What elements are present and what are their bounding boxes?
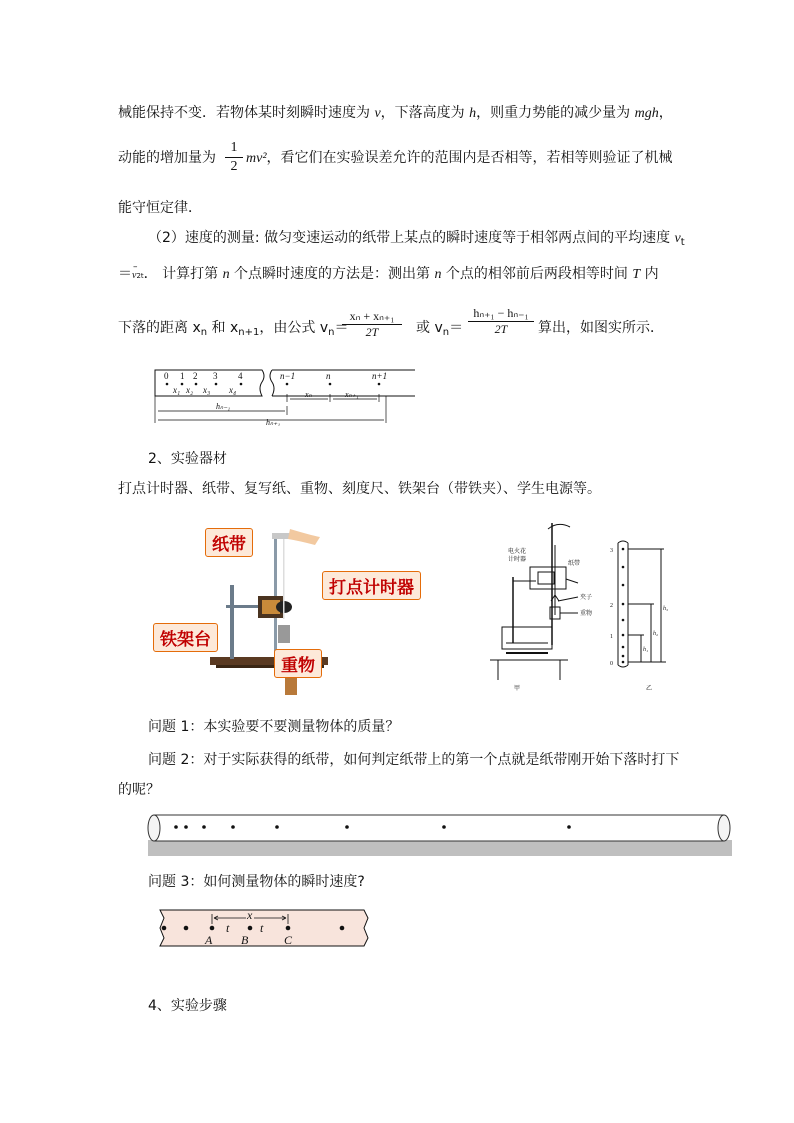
tape-abc-t2: t [260,921,264,935]
formula-x-fraction: $\frac{\text{xₙ + xₙ₊₁}}{2T}$ [342,309,402,340]
section4-title: 4、实验步骤 [148,998,227,1014]
label-weight: 重物 [274,649,322,678]
para2-line2: ＝ – v2t． 计算打第 n 个点瞬时速度的方法是：测出第 n 个点的相邻前后两段相等时间 T 内 [118,262,659,282]
tape1-n-minus-1: n−1 [280,371,296,381]
tape1-xn: xₙ [305,390,312,399]
ruler-num-3: 3 [610,548,613,554]
tape1-num-2: 2 [193,371,198,381]
diagram-tape-label: 纸带 [568,560,581,567]
question-1: 问题 1：本实验要不要测量物体的质量？ [148,719,400,735]
para1-line3: 能守恒定律． [118,200,202,216]
tape1-x3: x₃ [203,385,211,395]
label-timer: 打点计时器 [322,571,421,600]
tape1-num-4: 4 [238,371,243,381]
tape-abc [156,906,372,950]
diagram-caption-b: 乙 [646,685,653,692]
label-stand: 铁架台 [153,623,218,652]
diagram-caption-a: 甲 [514,685,521,692]
tape1-num-1: 1 [180,371,185,381]
half-fraction: $\frac{1}{2}$ [225,139,243,176]
diagram-timer-label-2: 计时器 [508,556,527,563]
tape1-h-low: hₙ₋₁ [216,402,231,411]
tape1-n-plus-1: n+1 [372,371,388,381]
formula-h-fraction: $\frac{\text{hₙ₊₁ − hₙ₋₁}}{2T}$ [468,306,534,337]
diagram-h2: h₂ [653,631,659,637]
ruler-num-0: 0 [610,661,613,667]
para2-line3-end: 算出，如图实所示． [538,320,664,336]
diagram-weight-label: 重物 [580,610,593,617]
diagram-h1: h₁ [643,647,649,653]
diagram-clip-label: 夹子 [580,594,593,601]
tape1-num-0: 0 [164,371,169,381]
tape-abc-x: x [247,908,253,922]
tape-abc-t1: t [226,921,230,935]
scroll-tape [146,810,736,858]
apparatus-diagram [478,515,718,695]
ruler-num-1: 1 [610,634,613,640]
tape1-h-high: hₙ₊₁ [266,418,281,426]
tape-abc-C: C [284,933,293,947]
tape1-num-3: 3 [213,371,218,381]
para1-line1: 械能保持不变．若物体某时刻瞬时速度为 v，下落高度为 h，则重力势能的减少量为 mgh， [118,105,673,121]
tape1-xn1: xₙ₊₁ [345,390,359,399]
tape1-x1: x₁ [173,385,181,395]
tape1-n: n [326,371,331,381]
apparatus-photo [150,515,450,695]
section2-title: 2、实验器材 [148,451,227,467]
diagram-h3: h₃ [663,606,669,612]
para2-line3: 下落的距离 $x_n$ 和 $x_{n+1}$，由公式 $v_n=$ [118,320,349,338]
tape-diagram-1 [150,366,420,426]
tape1-x4: x₄ [229,385,237,395]
section2-body: 打点计时器、纸带、复写纸、重物、刻度尺、铁架台（带铁夹）、学生电源等。 [118,481,601,497]
question-2-line2: 的呢？ [118,782,160,798]
para1-line2: 动能的增加量为 mv²，看它们在实验误差允许的范围内是否相等，若相等则验证了机械 [118,150,673,166]
tape-abc-B: B [241,933,249,947]
ruler-num-2: 2 [610,603,613,609]
label-tape: 纸带 [205,528,253,557]
diagram-timer-label-1: 电火花 [508,548,527,555]
para2-line1: （2）速度的测量: 做匀变速运动的纸带上某点的瞬时速度等于相邻两点间的平均速度 $v_t$ [148,230,685,248]
question-2-line1: 问题 2：对于实际获得的纸带，如何判定纸带上的第一个点就是纸带刚开始下落时打下 [148,752,680,768]
tape-abc-A: A [205,933,213,947]
para2-line3-mid: 或 $v_n=$ [416,320,464,338]
tape1-x2: x₂ [186,385,194,395]
question-3: 问题 3：如何测量物体的瞬时速度? [148,874,365,890]
